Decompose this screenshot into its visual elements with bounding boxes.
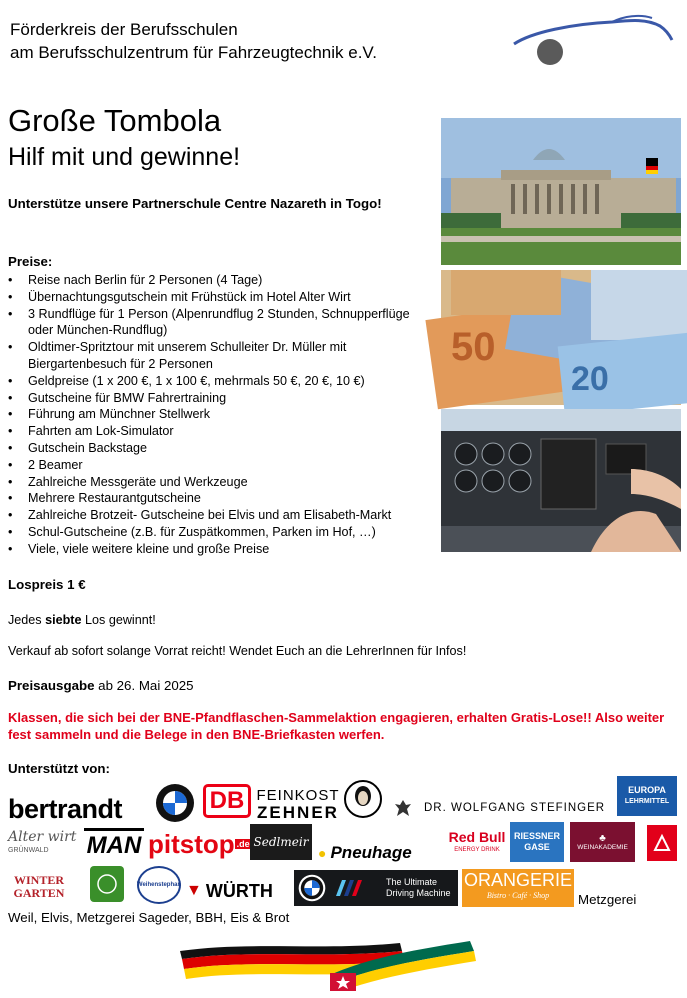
bmw-logo-icon [155, 783, 195, 823]
sponsor-text-tail: Metzgerei [578, 892, 637, 907]
svg-text:20: 20 [571, 360, 609, 398]
prize-item: • Viele, viele weitere kleine und große Preise [8, 541, 438, 558]
feinkost-zehner-logo: FEINKOST ZEHNER [256, 787, 340, 822]
weinakademie-logo: ♣ WEINAKADEMIE [570, 822, 635, 862]
ticket-price: Lospreis 1 € [8, 577, 86, 592]
bmw-m-banner: The Ultimate Driving Machine [294, 870, 458, 906]
support-statement: Unterstütze unsere Partnerschule Centre Nazareth in Togo! [8, 196, 382, 211]
tire-icon: ● [318, 845, 327, 861]
stefinger-logo: DR. WOLFGANG STEFINGER [424, 802, 606, 814]
sales-info: Verkauf ab sofort solange Vorrat reicht! Wendet Euch an die LehrerInnen für Infos! [8, 644, 467, 658]
weihenstephan-logo: Weihenstephan [137, 866, 181, 904]
car-logo-icon [512, 10, 674, 70]
prize-item: • Mehrere Restaurantgutscheine [8, 490, 438, 507]
euro-banknotes-photo [441, 270, 681, 405]
bmw-small-icon [298, 874, 326, 902]
wuerth-icon: ▼ [186, 882, 202, 899]
prize-item: • Reise nach Berlin für 2 Personen (4 Tage) [8, 272, 438, 289]
prize-item: • Oldtimer-Spritztour mit unserem Schulleiter Dr. Müller mit Biergartenbesuch für 2 Personen [8, 339, 438, 373]
wintergarten-logo: WINTER GARTEN [13, 873, 65, 900]
sponsors-heading: Unterstützt von: [8, 761, 110, 776]
org-name-line2: am Berufsschulzentrum für Fahrzeugtechnik e.V. [10, 43, 377, 62]
prize-item: • Gutscheine für BMW Fahrertraining [8, 390, 438, 407]
grape-icon: ♣ [599, 833, 606, 844]
redbull-logo: Red Bull ENERGY DRINK [448, 829, 506, 853]
bottle-collection-notice: Klassen, die sich bei der BNE-Pfandflaschen-Sammelaktion engagieren, erhalten Gratis-Lose!! Also weiter fest sammeln und die Belege in den BNE-Briefkasten werfen. [8, 710, 665, 742]
svg-text:50: 50 [451, 325, 496, 369]
m-stripes-icon [332, 880, 376, 896]
sedlmeir-logo: Sedlmeir [250, 824, 312, 860]
org-name-line1: Förderkreis der Berufsschulen [10, 20, 238, 39]
germany-togo-flag-ribbon [170, 937, 480, 992]
prize-item: • Führung am Münchner Stellwerk [8, 406, 438, 423]
orangerie-logo: ORANGERIE Bistro · Café · Shop [462, 869, 574, 907]
europa-lehrmittel-logo: EUROPA LEHRMITTEL [617, 776, 677, 816]
riessner-gase-logo: RIESSNER GASE [510, 822, 564, 862]
green-logo-icon [90, 866, 124, 902]
alter-wirt-logo: Alter wirt GRÜNWALD [8, 829, 77, 854]
wuerth-logo: ▼ WÜRTH [186, 880, 273, 901]
portrait-logo-icon [343, 779, 383, 819]
prize-item: • 2 Beamer [8, 457, 438, 474]
prize-item: • Übernachtungsgutschein mit Frühstück im Hotel Alter Wirt [8, 289, 438, 306]
prize-item: • Zahlreiche Messgeräte und Werkzeuge [8, 474, 438, 491]
man-logo: MAN [84, 828, 144, 860]
reichstag-photo [441, 118, 681, 265]
ig-metall-logo-icon [647, 825, 677, 861]
cockpit-photo [441, 409, 681, 552]
prize-item: • Zahlreiche Brotzeit- Gutscheine bei Elvis und am Elisabeth-Markt [8, 507, 438, 524]
prize-list [8, 272, 438, 558]
db-logo: DB [203, 784, 251, 818]
prizes-heading: Preise: [8, 254, 53, 269]
pitstop-logo: pitstop .de [148, 828, 250, 859]
prize-item: • Fahrten am Lok-Simulator [8, 423, 438, 440]
prize-item: • 3 Rundflüge für 1 Person (Alpenrundflug 2 Stunden, Schnupperflüge oder München-Rundflug) [8, 306, 438, 340]
prize-item: • Gutschein Backstage [8, 440, 438, 457]
bertrandt-logo: bertrandt [8, 793, 123, 824]
pneuhage-logo: ● Pneuhage [318, 843, 412, 862]
prize-item: • Schul-Gutscheine (z.B. für Zuspätkommen, Parken im Hof, …) [8, 524, 438, 541]
page-subtitle: Hilf mit und gewinne! [8, 143, 241, 171]
eagle-icon [393, 798, 413, 818]
prize-distribution-date: Preisausgabe ab 26. Mai 2025 [8, 678, 194, 693]
win-rate-statement: Jedes siebte Los gewinnt! [8, 613, 156, 627]
prize-item: • Geldpreise (1 x 200 €, 1 x 100 €, mehrmals 50 €, 20 €, 10 €) [8, 373, 438, 390]
page-title: Große Tombola [8, 103, 222, 138]
sponsor-text-line: Weil, Elvis, Metzgerei Sageder, BBH, Eis & Brot [8, 910, 290, 925]
